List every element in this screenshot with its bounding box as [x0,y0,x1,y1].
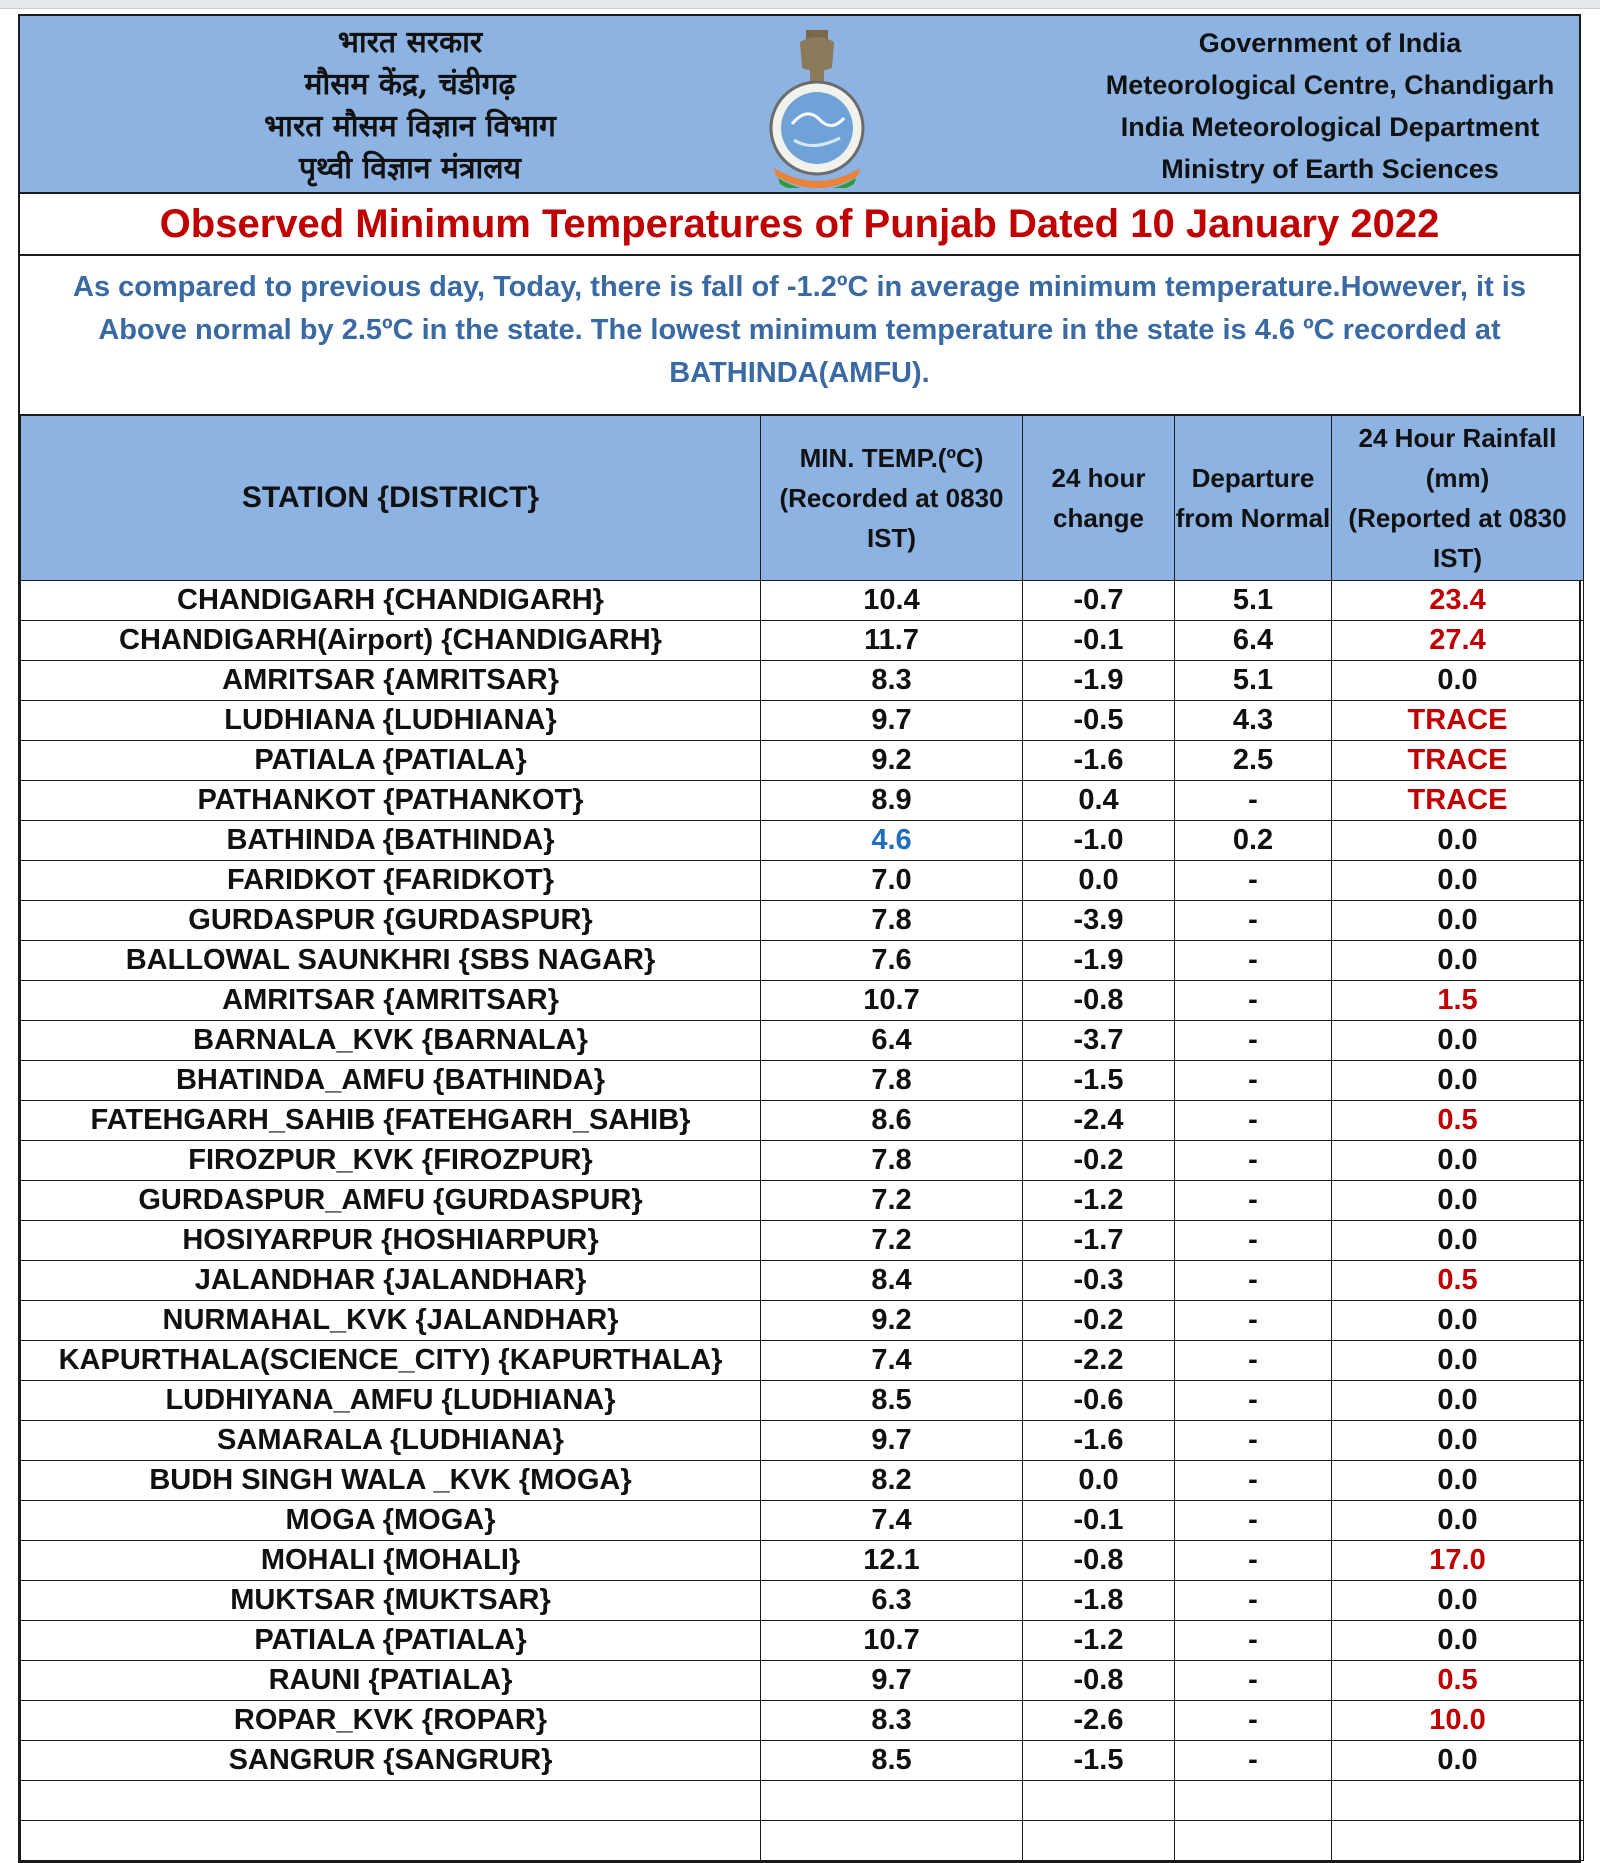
change-cell: -1.5 [1023,1061,1175,1101]
change-cell: -0.8 [1023,1541,1175,1581]
change-cell: -2.6 [1023,1701,1175,1741]
table-row [21,1461,1584,1501]
departure-cell: - [1175,1021,1332,1061]
column-header-min-temp [761,416,1023,581]
change-cell: -0.8 [1023,1661,1175,1701]
min-temp-cell: 10.7 [761,981,1023,1021]
table-row [21,741,1584,781]
change-cell: -2.2 [1023,1341,1175,1381]
min-temp-cell: 8.5 [761,1741,1023,1781]
departure-cell: - [1175,1101,1332,1141]
min-temp-cell: 8.9 [761,781,1023,821]
rainfall-cell: 0.0 [1332,1581,1584,1621]
english-line: Government of India [1198,28,1462,58]
empty-cell [761,1781,1023,1821]
rainfall-cell: 0.0 [1332,901,1584,941]
station-cell: FIROZPUR_KVK {FIROZPUR} [21,1141,761,1181]
change-cell: 0.0 [1023,861,1175,901]
empty-cell [1332,1821,1584,1861]
rainfall-cell: 0.0 [1332,1621,1584,1661]
rainfall-cell: 0.0 [1332,1461,1584,1501]
min-temp-cell: 7.8 [761,1061,1023,1101]
column-header-line: MIN. TEMP.(ºC) [799,443,984,473]
table-row [21,1181,1584,1221]
spreadsheet-top-strip [0,0,1600,9]
min-temp-cell: 8.3 [761,1701,1023,1741]
departure-cell: 2.5 [1175,741,1332,781]
station-cell: PATIALA {PATIALA} [21,1621,761,1661]
station-cell: NURMAHAL_KVK {JALANDHAR} [21,1301,761,1341]
station-cell: KAPURTHALA(SCIENCE_CITY) {KAPURTHALA} [21,1341,761,1381]
english-header [1060,22,1600,190]
min-temp-cell: 11.7 [761,621,1023,661]
column-header-line: (Recorded at 0830 IST) [779,483,1004,553]
english-line: India Meteorological Department [1120,112,1540,142]
min-temp-cell: 9.2 [761,1301,1023,1341]
min-temp-cell: 6.4 [761,1021,1023,1061]
rainfall-cell: 0.5 [1332,1101,1584,1141]
change-cell: -1.5 [1023,1741,1175,1781]
station-cell: RAUNI {PATIALA} [21,1661,761,1701]
table-row [21,701,1584,741]
table-row [21,1101,1584,1141]
rainfall-cell: 0.0 [1332,1421,1584,1461]
min-temp-cell: 9.2 [761,741,1023,781]
empty-cell [1332,1781,1584,1821]
departure-cell: - [1175,981,1332,1021]
table-row [21,1701,1584,1741]
station-cell: ROPAR_KVK {ROPAR} [21,1701,761,1741]
station-cell: FARIDKOT {FARIDKOT} [21,861,761,901]
rainfall-cell: 0.0 [1332,1181,1584,1221]
rainfall-cell: 0.0 [1332,1381,1584,1421]
change-cell: -1.7 [1023,1221,1175,1261]
table-row [21,901,1584,941]
temperature-table [20,416,1584,1861]
departure-cell: - [1175,1221,1332,1261]
temperature-report-sheet [18,14,1581,1863]
min-temp-cell: 10.4 [761,581,1023,621]
table-row [21,1061,1584,1101]
station-cell: BALLOWAL SAUNKHRI {SBS NAGAR} [21,941,761,981]
rainfall-cell: 17.0 [1332,1541,1584,1581]
empty-cell [21,1821,761,1861]
english-line: Ministry of Earth Sciences [1161,154,1499,184]
table-row [21,981,1584,1021]
min-temp-cell: 8.4 [761,1261,1023,1301]
departure-cell: - [1175,1261,1332,1301]
empty-cell [1023,1821,1175,1861]
column-header-station: STATION {DISTRICT} [21,416,761,581]
hindi-line: भारत मौसम विज्ञान विभाग [264,109,556,144]
change-cell: -1.6 [1023,741,1175,781]
min-temp-cell: 8.5 [761,1381,1023,1421]
change-cell: -3.7 [1023,1021,1175,1061]
change-cell: -0.6 [1023,1381,1175,1421]
departure-cell: - [1175,941,1332,981]
table-row [21,1661,1584,1701]
station-cell: SANGRUR {SANGRUR} [21,1741,761,1781]
departure-cell: - [1175,1661,1332,1701]
empty-row [21,1781,1584,1821]
change-cell: -1.6 [1023,1421,1175,1461]
rainfall-cell: 0.0 [1332,1501,1584,1541]
departure-cell: 5.1 [1175,661,1332,701]
min-temp-cell: 7.8 [761,901,1023,941]
table-row [21,621,1584,661]
column-header-line: 24 Hour Rainfall (mm) [1358,423,1557,493]
table-row [21,1221,1584,1261]
change-cell: -0.3 [1023,1261,1175,1301]
rainfall-cell: 0.0 [1332,941,1584,981]
rainfall-cell: 0.5 [1332,1261,1584,1301]
station-cell: PATHANKOT {PATHANKOT} [21,781,761,821]
departure-cell: - [1175,1421,1332,1461]
table-row [21,1541,1584,1581]
rainfall-cell: 1.5 [1332,981,1584,1021]
departure-cell: - [1175,1501,1332,1541]
departure-cell: - [1175,781,1332,821]
rainfall-cell: 23.4 [1332,581,1584,621]
column-header-departure [1175,416,1332,581]
departure-cell: - [1175,1581,1332,1621]
table-row [21,1501,1584,1541]
imd-emblem-icon [762,28,872,188]
table-row [21,1261,1584,1301]
departure-cell: - [1175,1621,1332,1661]
table-row [21,1021,1584,1061]
station-cell: MOHALI {MOHALI} [21,1541,761,1581]
report-title: Observed Minimum Temperatures of Punjab Dated 10 January 2022 [20,194,1579,256]
station-cell: GURDASPUR_AMFU {GURDASPUR} [21,1181,761,1221]
departure-cell: - [1175,861,1332,901]
hindi-header [170,22,650,190]
column-header-line: from Normal [1175,503,1331,533]
station-cell: GURDASPUR {GURDASPUR} [21,901,761,941]
table-row [21,781,1584,821]
change-cell: -0.7 [1023,581,1175,621]
departure-cell: 5.1 [1175,581,1332,621]
min-temp-cell: 6.3 [761,1581,1023,1621]
report-header [20,16,1579,194]
change-cell: -1.8 [1023,1581,1175,1621]
change-cell: -0.5 [1023,701,1175,741]
station-cell: LUDHIANA {LUDHIANA} [21,701,761,741]
change-cell: -0.1 [1023,1501,1175,1541]
change-cell: -1.9 [1023,941,1175,981]
min-temp-cell: 8.3 [761,661,1023,701]
empty-cell [761,1821,1023,1861]
min-temp-cell: 7.4 [761,1341,1023,1381]
rainfall-cell: 0.0 [1332,661,1584,701]
table-row [21,1421,1584,1461]
departure-cell: 6.4 [1175,621,1332,661]
departure-cell: - [1175,1461,1332,1501]
english-line: Meteorological Centre, Chandigarh [1105,70,1555,100]
station-cell: CHANDIGARH(Airport) {CHANDIGARH} [21,621,761,661]
station-cell: HOSIYARPUR {HOSHIARPUR} [21,1221,761,1261]
change-cell: -1.2 [1023,1181,1175,1221]
empty-cell [21,1781,761,1821]
min-temp-cell: 9.7 [761,701,1023,741]
station-cell: BARNALA_KVK {BARNALA} [21,1021,761,1061]
departure-cell: - [1175,1181,1332,1221]
min-temp-cell: 8.6 [761,1101,1023,1141]
rainfall-cell: 0.0 [1332,1741,1584,1781]
column-header-line: 24 hour [1051,463,1146,493]
table-row [21,1581,1584,1621]
min-temp-cell: 7.4 [761,1501,1023,1541]
hindi-line: भारत सरकार [337,25,483,60]
change-cell: 0.4 [1023,781,1175,821]
report-summary: As compared to previous day, Today, there is fall of -1.2ºC in average minimum temperature.However, it is Above normal by 2.5ºC in the state. The lowest minimum temperature in the state is 4.6 ºC recorded at BATHINDA(AMFU). [20,256,1579,416]
table-row [21,1741,1584,1781]
table-row [21,1141,1584,1181]
station-cell: JALANDHAR {JALANDHAR} [21,1261,761,1301]
table-row [21,1381,1584,1421]
rainfall-cell: 0.0 [1332,861,1584,901]
column-header-line: change [1052,503,1145,533]
station-cell: PATIALA {PATIALA} [21,741,761,781]
departure-cell: - [1175,1701,1332,1741]
rainfall-cell: 27.4 [1332,621,1584,661]
rainfall-cell: 0.0 [1332,1061,1584,1101]
rainfall-cell: 0.0 [1332,1141,1584,1181]
hindi-line: पृथ्वी विज्ञान मंत्रालय [298,151,522,186]
departure-cell: - [1175,901,1332,941]
change-cell: -1.0 [1023,821,1175,861]
empty-cell [1175,1781,1332,1821]
table-row [21,941,1584,981]
column-header-change [1023,416,1175,581]
station-cell: FATEHGARH_SAHIB {FATEHGARH_SAHIB} [21,1101,761,1141]
change-cell: 0.0 [1023,1461,1175,1501]
station-cell: MUKTSAR {MUKTSAR} [21,1581,761,1621]
station-cell: AMRITSAR {AMRITSAR} [21,981,761,1021]
empty-row [21,1821,1584,1861]
change-cell: -0.2 [1023,1141,1175,1181]
rainfall-cell: 0.0 [1332,1221,1584,1261]
min-temp-cell: 7.8 [761,1141,1023,1181]
rainfall-cell: 0.0 [1332,1341,1584,1381]
change-cell: -0.8 [1023,981,1175,1021]
min-temp-cell: 12.1 [761,1541,1023,1581]
min-temp-cell: 7.2 [761,1221,1023,1261]
departure-cell: - [1175,1741,1332,1781]
column-header-line: Departure [1191,463,1315,493]
min-temp-cell: 7.6 [761,941,1023,981]
column-header-rainfall [1332,416,1584,581]
min-temp-cell: 7.2 [761,1181,1023,1221]
table-row [21,661,1584,701]
departure-cell: - [1175,1341,1332,1381]
departure-cell: - [1175,1541,1332,1581]
change-cell: -2.4 [1023,1101,1175,1141]
rainfall-cell: TRACE [1332,701,1584,741]
rainfall-cell: 0.0 [1332,1021,1584,1061]
departure-cell: 0.2 [1175,821,1332,861]
station-cell: AMRITSAR {AMRITSAR} [21,661,761,701]
table-row [21,861,1584,901]
min-temp-cell: 8.2 [761,1461,1023,1501]
empty-cell [1175,1821,1332,1861]
station-cell: BUDH SINGH WALA _KVK {MOGA} [21,1461,761,1501]
table-body [21,581,1584,1861]
change-cell: -0.2 [1023,1301,1175,1341]
min-temp-cell: 4.6 [761,821,1023,861]
table-row [21,1341,1584,1381]
station-cell: MOGA {MOGA} [21,1501,761,1541]
station-cell: LUDHIYANA_AMFU {LUDHIANA} [21,1381,761,1421]
rainfall-cell: TRACE [1332,741,1584,781]
station-cell: BHATINDA_AMFU {BATHINDA} [21,1061,761,1101]
change-cell: -0.1 [1023,621,1175,661]
rainfall-cell: 0.5 [1332,1661,1584,1701]
min-temp-cell: 9.7 [761,1661,1023,1701]
station-cell: CHANDIGARH {CHANDIGARH} [21,581,761,621]
table-row [21,1621,1584,1661]
table-row [21,1301,1584,1341]
change-cell: -1.2 [1023,1621,1175,1661]
departure-cell: - [1175,1301,1332,1341]
hindi-line: मौसम केंद्र, चंडीगढ़ [304,67,516,102]
station-cell: SAMARALA {LUDHIANA} [21,1421,761,1461]
station-cell: BATHINDA {BATHINDA} [21,821,761,861]
change-cell: -1.9 [1023,661,1175,701]
departure-cell: 4.3 [1175,701,1332,741]
rainfall-cell: 0.0 [1332,1301,1584,1341]
table-row [21,581,1584,621]
departure-cell: - [1175,1381,1332,1421]
min-temp-cell: 9.7 [761,1421,1023,1461]
empty-cell [1023,1781,1175,1821]
change-cell: -3.9 [1023,901,1175,941]
rainfall-cell: 0.0 [1332,821,1584,861]
rainfall-cell: TRACE [1332,781,1584,821]
table-header-row [21,416,1584,581]
table-row [21,821,1584,861]
min-temp-cell: 7.0 [761,861,1023,901]
column-header-line: (Reported at 0830 IST) [1348,503,1567,573]
min-temp-cell: 10.7 [761,1621,1023,1661]
departure-cell: - [1175,1061,1332,1101]
departure-cell: - [1175,1141,1332,1181]
rainfall-cell: 10.0 [1332,1701,1584,1741]
